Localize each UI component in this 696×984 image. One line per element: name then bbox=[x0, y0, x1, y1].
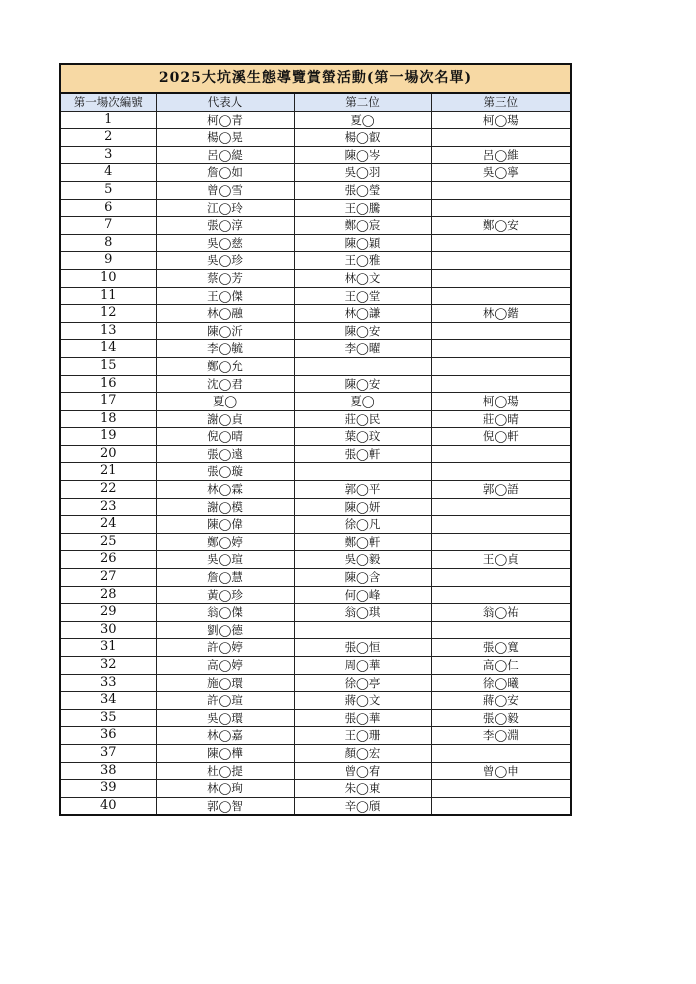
second-person-cell: 楊◯叡 bbox=[294, 129, 431, 147]
second-person-cell: 陳◯含 bbox=[294, 569, 431, 587]
second-person-cell: 張◯華 bbox=[294, 709, 431, 727]
second-person-cell bbox=[294, 463, 431, 481]
table-row bbox=[60, 551, 571, 569]
representative-cell: 曾◯雪 bbox=[156, 181, 294, 199]
representative-cell: 吳◯瑄 bbox=[156, 551, 294, 569]
table-row bbox=[60, 621, 571, 639]
row-number: 20 bbox=[60, 445, 156, 463]
table-row bbox=[60, 516, 571, 534]
second-person-cell: 何◯峰 bbox=[294, 586, 431, 604]
third-person-cell: 鄭◯安 bbox=[431, 217, 571, 235]
row-number: 4 bbox=[60, 164, 156, 182]
representative-cell: 鄭◯允 bbox=[156, 357, 294, 375]
row-number: 29 bbox=[60, 604, 156, 622]
header-representative: 代表人 bbox=[156, 93, 294, 111]
third-person-cell: 林◯鍇 bbox=[431, 305, 571, 323]
row-number: 33 bbox=[60, 674, 156, 692]
representative-cell: 李◯毓 bbox=[156, 340, 294, 358]
representative-cell: 陳◯樺 bbox=[156, 744, 294, 762]
row-number: 6 bbox=[60, 199, 156, 217]
row-number: 22 bbox=[60, 481, 156, 499]
row-number: 5 bbox=[60, 181, 156, 199]
table-row bbox=[60, 797, 571, 815]
third-person-cell: 蔣◯安 bbox=[431, 692, 571, 710]
roster-body bbox=[60, 111, 571, 815]
row-number: 9 bbox=[60, 252, 156, 270]
third-person-cell bbox=[431, 516, 571, 534]
second-person-cell: 王◯騰 bbox=[294, 199, 431, 217]
third-person-cell: 吳◯寧 bbox=[431, 164, 571, 182]
third-person-cell: 曾◯申 bbox=[431, 762, 571, 780]
row-number: 35 bbox=[60, 709, 156, 727]
representative-cell: 吳◯環 bbox=[156, 709, 294, 727]
representative-cell: 吳◯珍 bbox=[156, 252, 294, 270]
third-person-cell: 張◯寬 bbox=[431, 639, 571, 657]
representative-cell: 杜◯提 bbox=[156, 762, 294, 780]
second-person-cell: 李◯曜 bbox=[294, 340, 431, 358]
table-row bbox=[60, 181, 571, 199]
table-row bbox=[60, 146, 571, 164]
second-person-cell: 陳◯穎 bbox=[294, 234, 431, 252]
representative-cell: 林◯霖 bbox=[156, 481, 294, 499]
table-row bbox=[60, 481, 571, 499]
third-person-cell: 李◯淵 bbox=[431, 727, 571, 745]
row-number: 38 bbox=[60, 762, 156, 780]
second-person-cell: 王◯珊 bbox=[294, 727, 431, 745]
second-person-cell: 周◯華 bbox=[294, 657, 431, 675]
second-person-cell: 王◯雅 bbox=[294, 252, 431, 270]
table-row bbox=[60, 217, 571, 235]
representative-cell: 林◯嘉 bbox=[156, 727, 294, 745]
second-person-cell: 吳◯羽 bbox=[294, 164, 431, 182]
third-person-cell: 張◯毅 bbox=[431, 709, 571, 727]
second-person-cell: 蔣◯文 bbox=[294, 692, 431, 710]
table-row bbox=[60, 357, 571, 375]
row-number: 34 bbox=[60, 692, 156, 710]
representative-cell: 夏◯ bbox=[156, 393, 294, 411]
representative-cell: 蔡◯芳 bbox=[156, 269, 294, 287]
table-row bbox=[60, 111, 571, 129]
second-person-cell: 吳◯毅 bbox=[294, 551, 431, 569]
table-row bbox=[60, 569, 571, 587]
second-person-cell: 林◯文 bbox=[294, 269, 431, 287]
second-person-cell: 陳◯安 bbox=[294, 322, 431, 340]
representative-cell: 楊◯晃 bbox=[156, 129, 294, 147]
table-row bbox=[60, 410, 571, 428]
representative-cell: 柯◯青 bbox=[156, 111, 294, 129]
row-number: 13 bbox=[60, 322, 156, 340]
row-number: 11 bbox=[60, 287, 156, 305]
table-row bbox=[60, 305, 571, 323]
third-person-cell bbox=[431, 586, 571, 604]
row-number: 14 bbox=[60, 340, 156, 358]
row-number: 12 bbox=[60, 305, 156, 323]
row-number: 18 bbox=[60, 410, 156, 428]
representative-cell: 高◯婷 bbox=[156, 657, 294, 675]
table-row bbox=[60, 375, 571, 393]
table-row bbox=[60, 340, 571, 358]
table-row bbox=[60, 129, 571, 147]
third-person-cell: 高◯仁 bbox=[431, 657, 571, 675]
row-number: 32 bbox=[60, 657, 156, 675]
third-person-cell bbox=[431, 357, 571, 375]
table-row bbox=[60, 463, 571, 481]
table-row bbox=[60, 657, 571, 675]
representative-cell: 林◯珣 bbox=[156, 780, 294, 798]
third-person-cell bbox=[431, 287, 571, 305]
third-person-cell bbox=[431, 181, 571, 199]
table-row bbox=[60, 322, 571, 340]
header-second-person: 第二位 bbox=[294, 93, 431, 111]
row-number: 21 bbox=[60, 463, 156, 481]
row-number: 19 bbox=[60, 428, 156, 446]
second-person-cell: 王◯堂 bbox=[294, 287, 431, 305]
row-number: 37 bbox=[60, 744, 156, 762]
row-number: 3 bbox=[60, 146, 156, 164]
second-person-cell: 林◯謙 bbox=[294, 305, 431, 323]
table-row bbox=[60, 780, 571, 798]
representative-cell: 陳◯偉 bbox=[156, 516, 294, 534]
table-row bbox=[60, 164, 571, 182]
table-row bbox=[60, 604, 571, 622]
representative-cell: 翁◯傑 bbox=[156, 604, 294, 622]
representative-cell: 施◯環 bbox=[156, 674, 294, 692]
row-number: 26 bbox=[60, 551, 156, 569]
row-number: 24 bbox=[60, 516, 156, 534]
representative-cell: 張◯遠 bbox=[156, 445, 294, 463]
row-number: 2 bbox=[60, 129, 156, 147]
representative-cell: 張◯淳 bbox=[156, 217, 294, 235]
second-person-cell: 朱◯東 bbox=[294, 780, 431, 798]
representative-cell: 黃◯珍 bbox=[156, 586, 294, 604]
third-person-cell: 莊◯晴 bbox=[431, 410, 571, 428]
representative-cell: 詹◯慧 bbox=[156, 569, 294, 587]
third-person-cell: 郭◯語 bbox=[431, 481, 571, 499]
second-person-cell: 郭◯平 bbox=[294, 481, 431, 499]
third-person-cell bbox=[431, 252, 571, 270]
third-person-cell bbox=[431, 375, 571, 393]
table-row bbox=[60, 445, 571, 463]
table-row bbox=[60, 393, 571, 411]
second-person-cell bbox=[294, 357, 431, 375]
header-row bbox=[60, 93, 571, 111]
row-number: 28 bbox=[60, 586, 156, 604]
row-number: 40 bbox=[60, 797, 156, 815]
third-person-cell bbox=[431, 463, 571, 481]
second-person-cell: 曾◯宥 bbox=[294, 762, 431, 780]
representative-cell: 王◯傑 bbox=[156, 287, 294, 305]
third-person-cell: 徐◯曦 bbox=[431, 674, 571, 692]
table-row bbox=[60, 762, 571, 780]
table-row bbox=[60, 709, 571, 727]
second-person-cell: 夏◯ bbox=[294, 393, 431, 411]
third-person-cell bbox=[431, 780, 571, 798]
representative-cell: 鄭◯婷 bbox=[156, 533, 294, 551]
row-number: 36 bbox=[60, 727, 156, 745]
row-number: 10 bbox=[60, 269, 156, 287]
second-person-cell bbox=[294, 621, 431, 639]
row-number: 8 bbox=[60, 234, 156, 252]
second-person-cell: 鄭◯軒 bbox=[294, 533, 431, 551]
third-person-cell bbox=[431, 569, 571, 587]
roster-sheet bbox=[59, 63, 570, 816]
header-third-person: 第三位 bbox=[431, 93, 571, 111]
second-person-cell: 陳◯岑 bbox=[294, 146, 431, 164]
row-number: 7 bbox=[60, 217, 156, 235]
third-person-cell bbox=[431, 533, 571, 551]
table-row bbox=[60, 234, 571, 252]
representative-cell: 沈◯君 bbox=[156, 375, 294, 393]
table-row bbox=[60, 269, 571, 287]
representative-cell: 詹◯如 bbox=[156, 164, 294, 182]
table-row bbox=[60, 498, 571, 516]
third-person-cell: 王◯貞 bbox=[431, 551, 571, 569]
second-person-cell: 張◯恒 bbox=[294, 639, 431, 657]
representative-cell: 江◯玲 bbox=[156, 199, 294, 217]
representative-cell: 林◯融 bbox=[156, 305, 294, 323]
representative-cell: 許◯婷 bbox=[156, 639, 294, 657]
third-person-cell bbox=[431, 129, 571, 147]
second-person-cell: 葉◯玟 bbox=[294, 428, 431, 446]
row-number: 16 bbox=[60, 375, 156, 393]
table-row bbox=[60, 727, 571, 745]
third-person-cell bbox=[431, 621, 571, 639]
row-number: 23 bbox=[60, 498, 156, 516]
row-number: 27 bbox=[60, 569, 156, 587]
third-person-cell bbox=[431, 269, 571, 287]
table-row bbox=[60, 692, 571, 710]
third-person-cell bbox=[431, 797, 571, 815]
second-person-cell: 張◯瑩 bbox=[294, 181, 431, 199]
second-person-cell: 鄭◯宸 bbox=[294, 217, 431, 235]
third-person-cell bbox=[431, 744, 571, 762]
row-number: 30 bbox=[60, 621, 156, 639]
second-person-cell: 夏◯ bbox=[294, 111, 431, 129]
third-person-cell bbox=[431, 445, 571, 463]
second-person-cell: 莊◯民 bbox=[294, 410, 431, 428]
table-row bbox=[60, 586, 571, 604]
table-row bbox=[60, 533, 571, 551]
representative-cell: 張◯璇 bbox=[156, 463, 294, 481]
representative-cell: 許◯瑄 bbox=[156, 692, 294, 710]
row-number: 31 bbox=[60, 639, 156, 657]
representative-cell: 劉◯德 bbox=[156, 621, 294, 639]
third-person-cell: 呂◯維 bbox=[431, 146, 571, 164]
second-person-cell: 陳◯安 bbox=[294, 375, 431, 393]
representative-cell: 郭◯智 bbox=[156, 797, 294, 815]
third-person-cell: 柯◯瑒 bbox=[431, 111, 571, 129]
third-person-cell bbox=[431, 322, 571, 340]
third-person-cell bbox=[431, 340, 571, 358]
table-row bbox=[60, 252, 571, 270]
row-number: 25 bbox=[60, 533, 156, 551]
representative-cell: 吳◯慈 bbox=[156, 234, 294, 252]
row-number: 15 bbox=[60, 357, 156, 375]
second-person-cell: 辛◯頎 bbox=[294, 797, 431, 815]
representative-cell: 謝◯貞 bbox=[156, 410, 294, 428]
table-row bbox=[60, 639, 571, 657]
third-person-cell: 柯◯瑒 bbox=[431, 393, 571, 411]
table-row bbox=[60, 199, 571, 217]
second-person-cell: 顏◯宏 bbox=[294, 744, 431, 762]
second-person-cell: 翁◯琪 bbox=[294, 604, 431, 622]
third-person-cell bbox=[431, 199, 571, 217]
row-number: 17 bbox=[60, 393, 156, 411]
roster-table bbox=[59, 63, 572, 816]
row-number: 39 bbox=[60, 780, 156, 798]
representative-cell: 謝◯模 bbox=[156, 498, 294, 516]
row-number: 1 bbox=[60, 111, 156, 129]
header-session-number: 第一場次編號 bbox=[60, 93, 156, 111]
second-person-cell: 張◯軒 bbox=[294, 445, 431, 463]
representative-cell: 陳◯沂 bbox=[156, 322, 294, 340]
table-row bbox=[60, 287, 571, 305]
second-person-cell: 徐◯亭 bbox=[294, 674, 431, 692]
third-person-cell: 倪◯軒 bbox=[431, 428, 571, 446]
third-person-cell bbox=[431, 234, 571, 252]
table-row bbox=[60, 428, 571, 446]
representative-cell: 倪◯晴 bbox=[156, 428, 294, 446]
representative-cell: 呂◯緹 bbox=[156, 146, 294, 164]
third-person-cell bbox=[431, 498, 571, 516]
second-person-cell: 徐◯凡 bbox=[294, 516, 431, 534]
sheet-title: 2025大坑溪生態導覽賞螢活動(第一場次名單) bbox=[60, 64, 571, 93]
table-row bbox=[60, 744, 571, 762]
second-person-cell: 陳◯妍 bbox=[294, 498, 431, 516]
third-person-cell: 翁◯祐 bbox=[431, 604, 571, 622]
table-row bbox=[60, 674, 571, 692]
